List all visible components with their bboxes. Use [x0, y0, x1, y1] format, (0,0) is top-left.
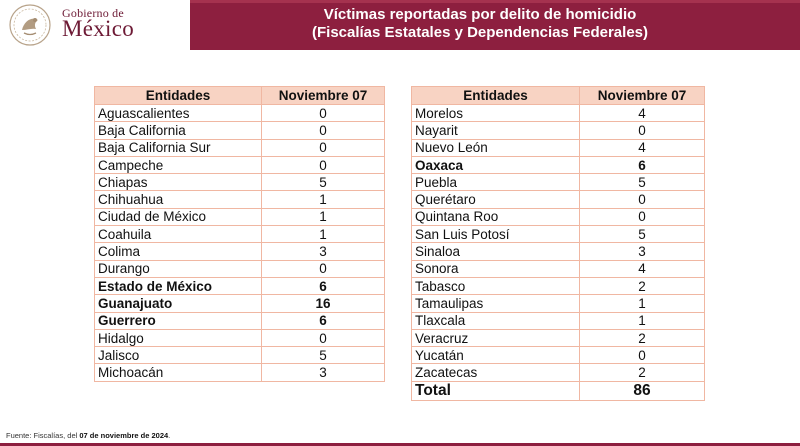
total-value: 86 [580, 381, 705, 400]
state-name: Zacatecas [412, 364, 580, 381]
mexico-seal-icon [8, 3, 52, 47]
table-row [95, 243, 385, 260]
table-row [95, 105, 385, 122]
table-row [95, 329, 385, 346]
table-row [95, 312, 385, 329]
table-row [412, 295, 705, 312]
victim-count: 3 [262, 243, 385, 260]
table-row [95, 174, 385, 191]
state-name: Morelos [412, 105, 580, 122]
source-footnote [6, 431, 170, 440]
table-row [412, 243, 705, 260]
state-name: Tlaxcala [412, 312, 580, 329]
table-row [412, 105, 705, 122]
table-row [95, 156, 385, 173]
victim-count: 0 [580, 122, 705, 139]
table-row [412, 156, 705, 173]
state-name: Michoacán [95, 364, 262, 381]
state-name: Campeche [95, 156, 262, 173]
state-name: Durango [95, 260, 262, 277]
victim-count: 1 [262, 208, 385, 225]
table-row [412, 191, 705, 208]
table-row [95, 208, 385, 225]
table-row [95, 277, 385, 294]
state-name: Guanajuato [95, 295, 262, 312]
table-row [412, 364, 705, 381]
table-header-row [412, 87, 705, 105]
table-row [412, 260, 705, 277]
victim-count: 5 [262, 174, 385, 191]
state-name: Chiapas [95, 174, 262, 191]
state-name: San Luis Potosí [412, 226, 580, 243]
victim-count: 0 [262, 139, 385, 156]
state-name: Quintana Roo [412, 208, 580, 225]
logo-text-top: Gobierno de [62, 6, 124, 20]
state-name: Veracruz [412, 329, 580, 346]
total-label: Total [412, 381, 580, 400]
victim-count: 0 [262, 329, 385, 346]
page-title-line1: Víctimas reportadas por delito de homicidio [323, 6, 637, 23]
victim-count: 5 [580, 226, 705, 243]
state-name: Ciudad de México [95, 208, 262, 225]
victim-count: 1 [262, 191, 385, 208]
table-row [412, 139, 705, 156]
victim-count: 4 [580, 260, 705, 277]
state-name: Aguascalientes [95, 105, 262, 122]
victim-count: 1 [580, 295, 705, 312]
table-row [95, 191, 385, 208]
state-name: Sinaloa [412, 243, 580, 260]
victim-count: 3 [262, 364, 385, 381]
state-name: Baja California Sur [95, 139, 262, 156]
state-name: Hidalgo [95, 329, 262, 346]
column-header-entidades: Entidades [95, 87, 262, 105]
total-row [412, 381, 705, 400]
table-row [95, 260, 385, 277]
page-title-line2: (Fiscalías Estatales y Dependencias Federales) [312, 24, 648, 41]
table-row [412, 312, 705, 329]
state-name: Tamaulipas [412, 295, 580, 312]
victim-count: 0 [580, 347, 705, 364]
footnote-date: 07 de noviembre de 2024 [79, 431, 169, 440]
state-name: Chihuahua [95, 191, 262, 208]
column-header-date: Noviembre 07 [580, 87, 705, 105]
title-band-highlight [190, 0, 800, 3]
victim-count: 16 [262, 295, 385, 312]
victim-count: 0 [262, 260, 385, 277]
victims-table-left [94, 86, 385, 382]
table-row [95, 295, 385, 312]
table-row [412, 277, 705, 294]
table-row [412, 347, 705, 364]
table-header-row [95, 87, 385, 105]
state-name: Sonora [412, 260, 580, 277]
victim-count: 0 [262, 156, 385, 173]
state-name: Oaxaca [412, 156, 580, 173]
victim-count: 0 [580, 208, 705, 225]
victim-count: 5 [262, 347, 385, 364]
column-header-date: Noviembre 07 [262, 87, 385, 105]
footnote-suffix: . [168, 431, 171, 440]
table-row [412, 122, 705, 139]
table-row [412, 226, 705, 243]
victim-count: 6 [262, 312, 385, 329]
state-name: Yucatán [412, 347, 580, 364]
victim-count: 6 [262, 277, 385, 294]
victim-count: 4 [580, 105, 705, 122]
state-name: Coahuila [95, 226, 262, 243]
table-row [412, 208, 705, 225]
victim-count: 4 [580, 139, 705, 156]
header [0, 0, 800, 50]
state-name: Baja California [95, 122, 262, 139]
gobierno-logo [0, 0, 190, 50]
column-header-entidades: Entidades [412, 87, 580, 105]
victim-count: 2 [580, 364, 705, 381]
table-row [95, 122, 385, 139]
victim-count: 2 [580, 329, 705, 346]
victim-count: 1 [262, 226, 385, 243]
victim-count: 1 [580, 312, 705, 329]
state-name: Puebla [412, 174, 580, 191]
table-row [95, 139, 385, 156]
victim-count: 3 [580, 243, 705, 260]
victim-count: 5 [580, 174, 705, 191]
table-row [95, 226, 385, 243]
victim-count: 2 [580, 277, 705, 294]
victim-count: 6 [580, 156, 705, 173]
table-row [95, 364, 385, 381]
footnote-prefix: Fuente: Fiscalías, del [6, 431, 80, 440]
table-row [95, 347, 385, 364]
victim-count: 0 [262, 122, 385, 139]
state-name: Tabasco [412, 277, 580, 294]
state-name: Guerrero [95, 312, 262, 329]
table-row [412, 174, 705, 191]
victims-table-right [411, 86, 705, 401]
table-row [412, 329, 705, 346]
page-title [190, 6, 770, 42]
state-name: Estado de México [95, 277, 262, 294]
state-name: Nayarit [412, 122, 580, 139]
state-name: Querétaro [412, 191, 580, 208]
state-name: Colima [95, 243, 262, 260]
state-name: Nuevo León [412, 139, 580, 156]
victim-count: 0 [580, 191, 705, 208]
state-name: Jalisco [95, 347, 262, 364]
logo-text-bottom: México [62, 16, 135, 41]
victim-count: 0 [262, 105, 385, 122]
